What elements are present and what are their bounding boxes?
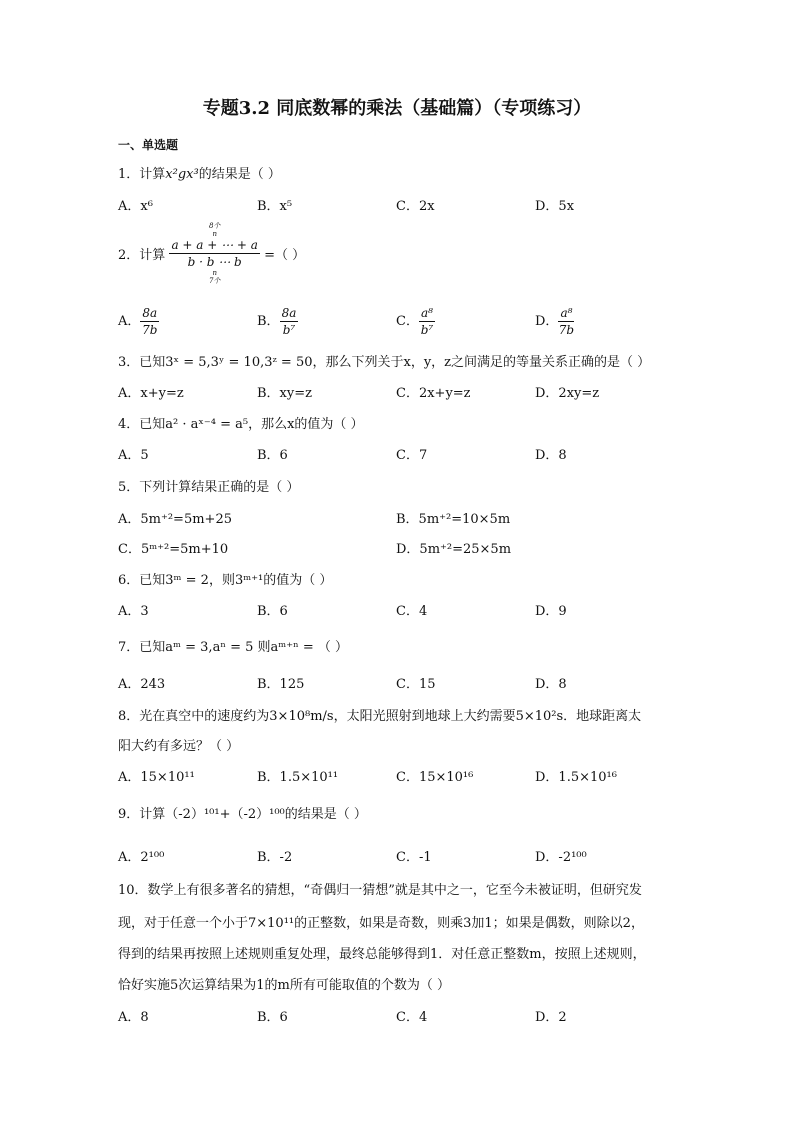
- question-10-line-4: 恰好实施5次运算结果为1的m所有可能取值的个数为（ ）: [118, 978, 451, 993]
- math-expression: x²gx³: [165, 167, 199, 182]
- option-c[interactable]: C．4: [396, 1010, 428, 1025]
- fraction-expression: [169, 222, 260, 285]
- option-b[interactable]: [257, 306, 298, 337]
- option-c[interactable]: [396, 306, 435, 337]
- question-10-line-3: 得到的结果再按照上述规则重复处理，最终总能够得到1．对任意正整数m，按照上述规则，: [118, 947, 646, 962]
- option-c[interactable]: C．4: [396, 604, 428, 619]
- fraction-numerator: 8a: [142, 306, 158, 320]
- option-d[interactable]: D．9: [535, 604, 567, 619]
- fraction-numerator: a + a + ⋯ + a: [171, 238, 258, 252]
- question-number: 3．: [118, 355, 140, 370]
- option-b[interactable]: B．6: [257, 604, 288, 619]
- page-title: 专题3.2 同底数幂的乘法（基础篇）（专项练习）: [202, 98, 592, 119]
- question-text: 已知a² · aˣ⁻⁴ = a⁵，那么x的值为（ ）: [139, 417, 364, 432]
- question-8: [118, 705, 641, 724]
- question-text: 已知3ᵐ = 2，则3ᵐ⁺¹的值为（ ）: [139, 573, 333, 588]
- option-d[interactable]: D．5x: [535, 199, 575, 214]
- option-a[interactable]: A．x⁶: [118, 199, 153, 214]
- question-number: 6．: [118, 573, 140, 588]
- option-label: D．: [535, 314, 559, 329]
- option-d[interactable]: D．2xy=z: [535, 386, 600, 401]
- option-c[interactable]: C．2x: [396, 199, 435, 214]
- question-text: 光在真空中的速度约为3×10⁸m/s，太阳光照射到地球上大约需要5×10²s．地球距离太: [139, 709, 642, 724]
- fraction-denominator: 7b: [142, 323, 158, 337]
- option-a[interactable]: A．3: [118, 604, 149, 619]
- count-note: 7个: [208, 277, 221, 285]
- option-c[interactable]: C．15×10¹⁶: [396, 770, 474, 785]
- fraction-numerator: a⁸: [420, 306, 433, 320]
- question-4: [118, 413, 364, 432]
- question-1: [118, 163, 281, 182]
- question-number: 4．: [118, 417, 140, 432]
- option-label: B．: [257, 314, 280, 329]
- count-note: 8个: [208, 222, 221, 230]
- question-number: 7．: [118, 640, 140, 655]
- question-number: 2．: [118, 248, 140, 263]
- option-c[interactable]: C．2x+y=z: [396, 386, 471, 401]
- option-b[interactable]: B．x⁵: [257, 199, 293, 214]
- option-b[interactable]: B．125: [257, 677, 305, 692]
- option-label: C．: [396, 314, 419, 329]
- option-b[interactable]: B．xy=z: [257, 386, 312, 401]
- fraction-numerator: 8a: [281, 306, 297, 320]
- option-c[interactable]: C．15: [396, 677, 436, 692]
- question-3: [118, 351, 650, 370]
- option-a[interactable]: A．5: [118, 448, 149, 463]
- question-7: [118, 636, 348, 655]
- question-text: 已知aᵐ = 3,aⁿ = 5 则aᵐ⁺ⁿ = （ ）: [139, 640, 348, 655]
- question-5: [118, 476, 299, 495]
- option-b[interactable]: B．6: [257, 448, 288, 463]
- option-a[interactable]: A．5m⁺²=5m+25: [118, 512, 232, 527]
- option-label: A．: [118, 314, 141, 329]
- option-a[interactable]: [118, 306, 159, 337]
- option-a[interactable]: A．2¹⁰⁰: [118, 850, 165, 865]
- fraction-denominator: 7b: [558, 323, 575, 337]
- option-a[interactable]: A．243: [118, 677, 166, 692]
- fraction-denominator: b⁷: [420, 323, 434, 337]
- question-6: [118, 569, 332, 588]
- question-number: 1．: [118, 167, 140, 182]
- question-8-line-2: 阳大约有多远？（ ）: [118, 739, 240, 754]
- option-d[interactable]: D．5m⁺²=25×5m: [396, 542, 512, 557]
- count-note: n: [212, 230, 217, 238]
- question-text: 计算: [139, 167, 166, 182]
- section-heading: 一、单选题: [118, 138, 179, 152]
- option-b[interactable]: B．-2: [257, 850, 293, 865]
- option-d[interactable]: D．8: [535, 448, 567, 463]
- option-d[interactable]: D．2: [535, 1010, 567, 1025]
- question-text: 已知3ˣ = 5,3ʸ = 10,3ᶻ = 50，那么下列关于x，y，z之间满足的等量关系正确的是（ ）: [139, 355, 651, 370]
- question-text: 计算: [139, 248, 166, 263]
- option-b[interactable]: B．5m⁺²=10×5m: [396, 512, 511, 527]
- question-text: =（ ）: [264, 248, 306, 263]
- question-number: 10．: [118, 883, 148, 898]
- option-d[interactable]: D．8: [535, 677, 567, 692]
- question-2: [118, 222, 306, 285]
- option-d[interactable]: D．-2¹⁰⁰: [535, 850, 587, 865]
- option-b[interactable]: B．1.5×10¹¹: [257, 770, 339, 785]
- question-number: 9．: [118, 807, 140, 822]
- question-number: 5．: [118, 480, 140, 495]
- option-d[interactable]: D．1.5×10¹⁶: [535, 770, 617, 785]
- fraction-denominator: b · b ⋯ b: [187, 255, 242, 269]
- question-text: 下列计算结果正确的是（ ）: [139, 480, 300, 495]
- question-text: 计算（-2）¹⁰¹+（-2）¹⁰⁰的结果是（ ）: [139, 807, 367, 822]
- question-text: 数学上有很多著名的猜想，“奇偶归一猜想”就是其中之一，它至今未被证明，但研究发: [147, 883, 642, 898]
- option-c[interactable]: C．-1: [396, 850, 432, 865]
- option-a[interactable]: A．15×10¹¹: [118, 770, 195, 785]
- option-a[interactable]: A．x+y=z: [118, 386, 184, 401]
- question-10-line-2: 现，对于任意一个小于7×10¹¹的正整数，如果是奇数，则乘3加1；如果是偶数，则除以2，: [118, 916, 644, 931]
- count-note: n: [212, 269, 217, 277]
- question-10: [118, 879, 642, 898]
- question-number: 8．: [118, 709, 140, 724]
- fraction-numerator: a⁸: [560, 306, 573, 320]
- option-c[interactable]: C．5ᵐ⁺²=5m+10: [118, 542, 229, 557]
- option-a[interactable]: A．8: [118, 1010, 149, 1025]
- option-b[interactable]: B．6: [257, 1010, 288, 1025]
- question-9: [118, 803, 367, 822]
- option-c[interactable]: C．7: [396, 448, 428, 463]
- question-text: 的结果是（ ）: [198, 167, 281, 182]
- fraction-denominator: b⁷: [282, 323, 296, 337]
- option-d[interactable]: [535, 306, 574, 337]
